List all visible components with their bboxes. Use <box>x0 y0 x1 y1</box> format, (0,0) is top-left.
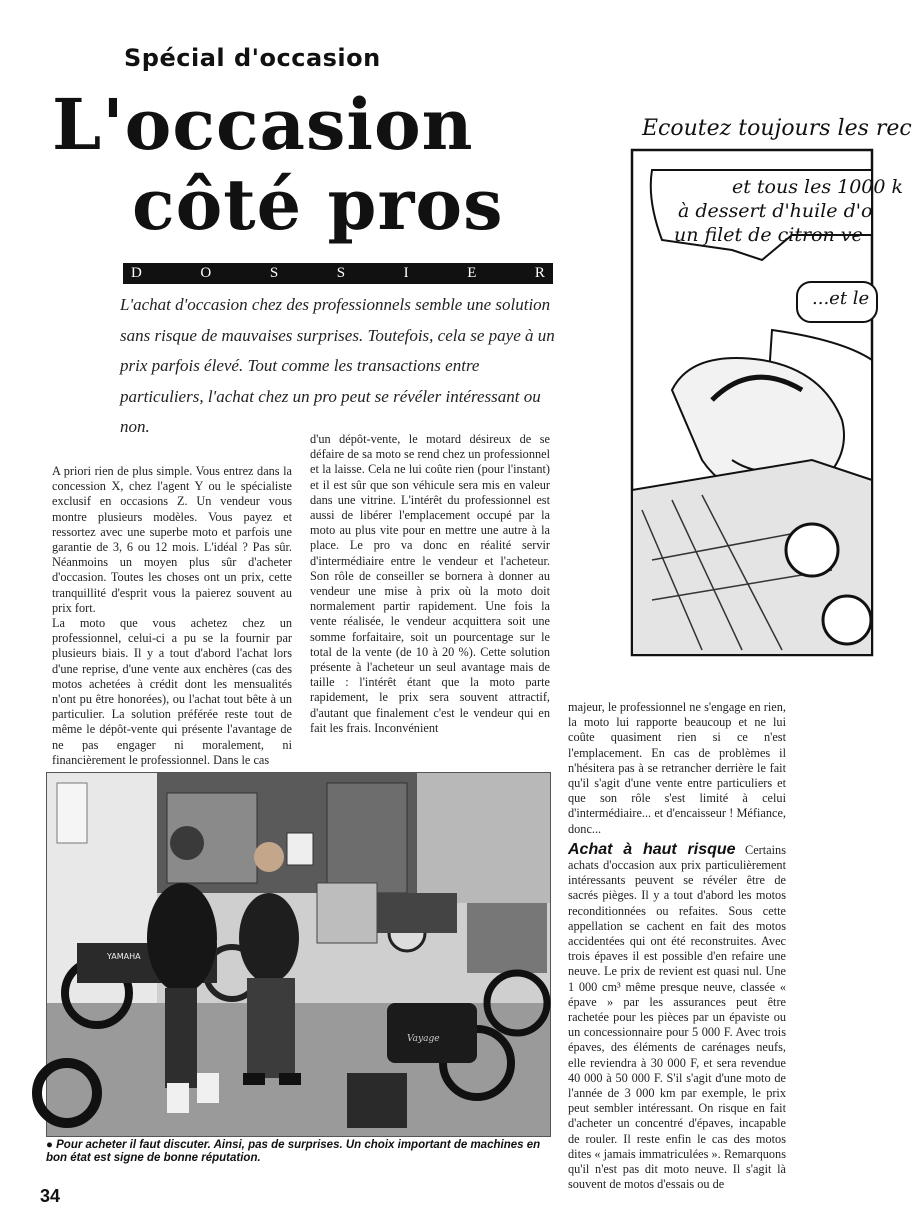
speech-balloon-line: et tous les 1000 k <box>732 176 904 198</box>
photo-caption: ● Pour acheter il faut discuter. Ainsi, pas de surprises. Un choix important de machines en bon état est signe de bonne réputation. <box>46 1139 541 1164</box>
dossier-letter: O <box>200 265 212 281</box>
article-column-1 <box>52 464 292 768</box>
section-subhead: Achat à haut risque <box>568 840 736 858</box>
dossier-letter: R <box>534 265 545 281</box>
speech-balloon-line: à dessert d'huile d'o <box>678 200 873 222</box>
photo-fairing-text: Vayage <box>407 1034 440 1044</box>
dossier-letter: I <box>403 265 409 281</box>
paragraph-text: Certains achats d'occasion aux prix particulièrement intéressants peuvent se révéler être de sacrés pièges. Il y a tout d'abord les motos reconditionnées ou refaites. Sous cette appellation se cachent en fait des motos accidentées qui ont été reconstruites. Avec trois épaves il est possible d'en refaire une neuve. Le prix de revient est quasi nul. Une 1 000 cm³ même presque neuve, classée « épave » par les assurances peut être rachetée pour les pièces par un épaviste ou un concessionnaire pour 5 000 F. Avec trois épaves, des éléments de carénages neufs, elle reviendra à 30 000 F, et sera revendue 40 000 à 50 000 F. S'il s'agit d'une moto de l'année de 3 000 km par exemple, le prix peut sembler intéressant. On risque en fait d'acheter un concentré d'épaves, incapable de rouler. Il reste enfin le cas des motos dites « jamais immatriculées ». Remarquons qu'il n'est pas dit moto neuve. Il s'agit là souvent de motos d'essais ou de <box>568 842 786 1192</box>
kicker: Spécial d'occasion <box>124 44 381 72</box>
article-column-2 <box>310 432 550 736</box>
paragraph: d'un dépôt-vente, le motard désireux de se défaire de sa moto se rend chez un professionnel et la laisse. Cela ne lui coûte rien (pour l'instant) et il est sûr que son véhicule sera mis en valeur dans une vitrine. L'intérêt du professionnel est aussi de libérer l'emplacement occupé par la moto au plus vite pour en mettre une autre à la place. Le pro va donc en réalité servir d'intermédiaire entre le vendeur et l'acheteur. Son rôle de conseiller se bornera à donner au vendeur une mise à prix où la moto doit normalement partir rapidement. Une fois la vente réalisée, le vendeur acquittera soit une somme forfaitaire, soit un pourcentage sur le total de la vente (de 10 à 20 %). Cette solution présente à l'acheteur un seul avantage mais de taille : l'intérêt étant que la moto parte rapidement, le prix sera souvent attractif, d'autant que finalement c'est le vendeur qui en fait les frais. Inconvénient <box>310 432 550 735</box>
headline-line-2: côté pros <box>132 163 504 246</box>
dossier-banner <box>123 263 553 284</box>
comic-caption: Ecoutez toujours les rec <box>642 116 912 141</box>
dossier-letter: S <box>269 265 279 281</box>
paragraph: A priori rien de plus simple. Vous entrez dans la concession X, chez l'agent Y ou le spécialiste exclusif en occasions Z. Un vendeur vous montre plusieurs modèles. Vous payez et ressortez avec une superbe moto et parfois une garantie de 3, 6 ou 12 mois. L'idéal ? Pas sûr. Néanmoins un moyen plus sûr d'acheter d'occasion. Toutes les choses ont un prix, cette tranquillité d'esprit vous la paierez souvent au prix fort. <box>52 464 292 615</box>
page-number: 34 <box>40 1186 61 1206</box>
speech-balloon-line: ...et le <box>812 288 870 309</box>
speech-balloon-line: un filet de citron ve <box>674 224 863 246</box>
headline-line-1: L'occasion <box>52 83 474 166</box>
article-photo <box>46 772 551 1137</box>
comic-strip <box>612 60 912 660</box>
dossier-letter: S <box>336 265 346 281</box>
paragraph <box>568 842 786 1193</box>
standfirst: L'achat d'occasion chez des professionnels semble une solution sans risque de mauvaises surprises. Toutefois, cela se paye à un prix parfois élevé. Tout comme les transactions entre particuliers, l'achat chez un pro peut se révéler intéressant ou non. <box>120 295 555 436</box>
paragraph: La moto que vous achetez chez un professionnel, celui-ci a pu se la fournir par plusieurs biais. Il y a tout d'abord l'achat lors d'une reprise, d'une vente aux enchères (cas des motos achetées à crédit dont les mensualités n'ont pu être honorées), ou l'achat tout bête à un particulier. La solution préférée reste tout de même le dépôt-vente qui présente l'avantage de ne pas engager ni moralement, ni financièrement le professionnel. Dans le cas <box>52 616 292 767</box>
comic-drawing <box>612 60 866 660</box>
paragraph: majeur, le professionnel ne s'engage en rien, la moto lui rapporte beaucoup et ne lui coûte quasiment rien si ce n'est l'emplacement. En cas de problèmes il n'hésitera pas à se retrancher derrière le fait qu'il s'agit d'une vente entre particuliers et que son rôle s'est limité à celui d'intermédiaire... et d'encaisseur ! Méfiance, donc... <box>568 700 786 836</box>
photo-illustration <box>47 773 550 1136</box>
photo-bike-brand: YAMAHA <box>107 952 141 961</box>
dossier-letter: E <box>467 265 477 281</box>
dossier-letter: D <box>131 265 142 281</box>
article-column-3 <box>568 700 786 1193</box>
